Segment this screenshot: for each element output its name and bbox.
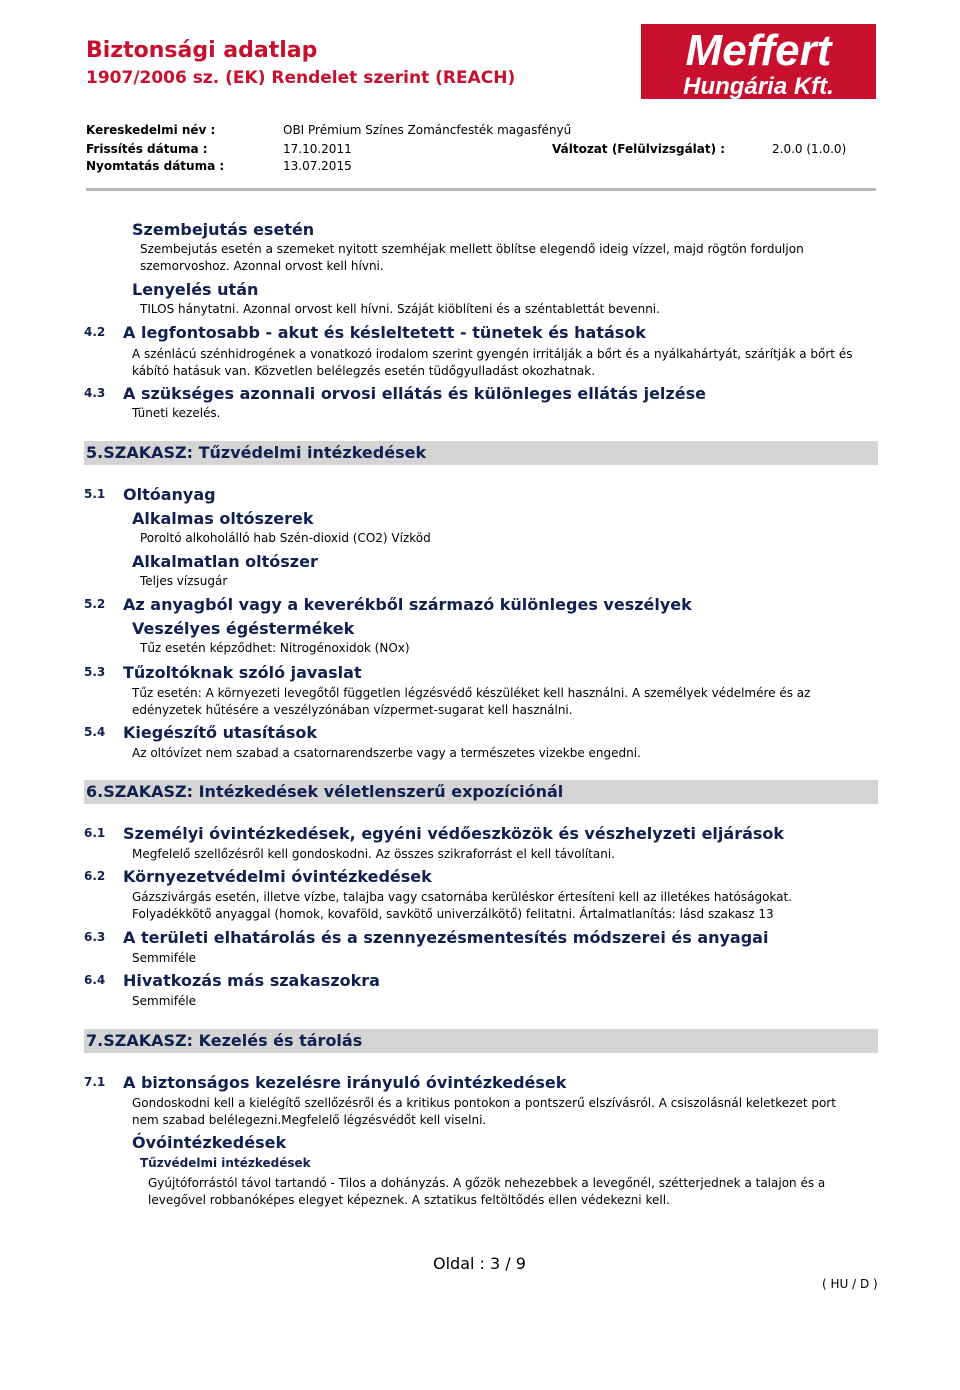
- ingestion-heading: Lenyelés után: [132, 280, 259, 299]
- subsection-text-6-3: Semmiféle: [132, 951, 197, 965]
- subsection-text-6-1: Megfelelő szellőzésről kell gondoskodni. Az összes szikraforrást el kell távolítani.: [132, 847, 615, 861]
- document-title: Biztonsági adatlap: [86, 38, 318, 63]
- subsection-title-6-3: A területi elhatárolás és a szennyezésmentesítés módszerei és anyagai: [123, 928, 769, 947]
- trade-name-label: Kereskedelmi név :: [86, 123, 216, 137]
- logo-sub: Hungária Kft.: [683, 73, 834, 100]
- subsection-title-4-2: A legfontosabb - akut és késleltetett - tünetek és hatások: [123, 323, 646, 342]
- company-logo: [641, 24, 876, 99]
- section-7-header: 7.SZAKASZ: Kezelés és tárolás: [84, 1029, 878, 1053]
- header-divider: [86, 188, 876, 191]
- subsection-text-5-3: Tűz esetén: A környezeti levegőtől független légzésvédő készüléket kell használni. A személyek védelmére és az edényzetek hűtésére a veszélyzónában vízpermet-sugarat kell használni.: [132, 686, 811, 717]
- subsection-number-6-3: 6.3: [84, 930, 106, 944]
- subsection-title-5-3: Tűzoltóknak szóló javaslat: [123, 663, 362, 682]
- subsection-number-5-4: 5.4: [84, 725, 106, 739]
- subsection-number-7-1: 7.1: [84, 1075, 106, 1089]
- hazardous-products-heading: Veszélyes égéstermékek: [132, 619, 355, 638]
- subsection-title-5-2: Az anyagból vagy a keverékből származó különleges veszélyek: [123, 595, 692, 614]
- subsection-number-5-2: 5.2: [84, 597, 106, 611]
- eye-contact-heading: Szembejutás esetén: [132, 220, 315, 239]
- version-label: Változat (Felülvizsgálat) :: [552, 142, 726, 156]
- subsection-title-4-3: A szükséges azonnali orvosi ellátás és különleges ellátás jelzése: [123, 384, 706, 403]
- revision-label: Frissítés dátuma :: [86, 142, 208, 156]
- subsection-number-5-3: 5.3: [84, 665, 106, 679]
- subsection-title-6-2: Környezetvédelmi óvintézkedések: [123, 867, 432, 886]
- version-value: 2.0.0 (1.0.0): [772, 142, 847, 156]
- print-date-label: Nyomtatás dátuma :: [86, 159, 225, 173]
- subsection-title-5-1: Oltóanyag: [123, 485, 216, 504]
- subsection-text-7-1: Gondoskodni kell a kielégítő szellőzésről és a kritikus pontokon a pontszerű elszívásról. A csiszolásnál keletkezet port nem szabad belélegezni.Megfelelő légzésvédőt kell viselni.: [132, 1096, 836, 1127]
- section-5-header: 5.SZAKASZ: Tűzvédelmi intézkedések: [84, 441, 878, 465]
- subsection-title-6-4: Hivatkozás más szakaszokra: [123, 971, 380, 990]
- subsection-text-6-2a: Gázszivárgás esetén, illetve vízbe, talajba vagy csatornába kerüléskor értesíteni kell az illetékes hatóságokat.: [132, 890, 793, 904]
- section-6-header: 6.SZAKASZ: Intézkedések véletlenszerű expozíciónál: [84, 780, 878, 804]
- subsection-number-5-1: 5.1: [84, 487, 106, 501]
- fire-protection-heading: Tűzvédelmi intézkedések: [140, 1156, 311, 1170]
- fire-protection-text: Gyújtóforrástól távol tartandó - Tilos a dohányzás. A gőzök nehezebbek a levegőnél, szétterjednek a talajon és a levegővel robbanóképes elegyet képeznek. A sztatikus feltöltődés ellen védekezni kell.: [148, 1176, 826, 1207]
- print-date-value: 13.07.2015: [283, 159, 352, 173]
- subsection-title-7-1: A biztonságos kezelésre irányuló óvintézkedések: [123, 1073, 567, 1092]
- ingestion-text: TILOS hánytatni. Azonnal orvost kell hívni. Száját kiöblíteni és a széntablettát bevenni.: [140, 302, 660, 316]
- regulation-subtitle: 1907/2006 sz. (EK) Rendelet szerint (REACH): [86, 68, 516, 88]
- hazardous-products-text: Tűz esetén képződhet: Nitrogénoxidok (NOx): [140, 641, 410, 655]
- subsection-text-4-3: Tüneti kezelés.: [132, 406, 221, 420]
- suitable-media-heading: Alkalmas oltószerek: [132, 509, 314, 528]
- subsection-number-4-3: 4.3: [84, 386, 106, 400]
- page-number: Oldal : 3 / 9: [433, 1254, 526, 1273]
- subsection-text-4-2: A szénlácú szénhidrogének a vonatkozó irodalom szerint gyengén irritálják a bőrt és a nyálkahártyát, szárítják a bőrt és kábító hatásuk van. Közvetlen belélegzés esetén tüdőgyulladást okozhatnak.: [132, 347, 853, 378]
- subsection-title-6-1: Személyi óvintézkedések, egyéni védőeszközök és vészhelyzeti eljárások: [123, 824, 785, 843]
- unsuitable-media-text: Teljes vízsugár: [140, 574, 228, 588]
- subsection-text-6-2b: Folyadékkötő anyaggal (homok, kovaföld, savkötő univerzálkötő) felitatni. Ártalmatlanítás: lásd szakasz 13: [132, 907, 774, 921]
- subsection-number-6-4: 6.4: [84, 973, 106, 987]
- subsection-number-6-2: 6.2: [84, 869, 106, 883]
- unsuitable-media-heading: Alkalmatlan oltószer: [132, 552, 318, 571]
- precautions-heading: Óvóintézkedések: [132, 1133, 287, 1152]
- subsection-text-5-4: Az oltóvízet nem szabad a csatornarendszerbe vagy a természetes vizekbe engedni.: [132, 746, 641, 760]
- suitable-media-text: Poroltó alkoholálló hab Szén-dioxid (CO2) Vízköd: [140, 531, 431, 545]
- logo-name: Meffert: [685, 26, 832, 75]
- language-code: ( HU / D ): [822, 1277, 878, 1291]
- subsection-number-4-2: 4.2: [84, 325, 106, 339]
- subsection-title-5-4: Kiegészítő utasítások: [123, 723, 318, 742]
- revision-value: 17.10.2011: [283, 142, 352, 156]
- subsection-number-6-1: 6.1: [84, 826, 106, 840]
- subsection-text-6-4: Semmiféle: [132, 994, 197, 1008]
- eye-contact-text: Szembejutás esetén a szemeket nyitott szemhéjak mellett öblítse elegendő ideig vízzel, majd rögtön forduljon szemorvoshoz. Azonnal orvost kell hívni.: [140, 242, 804, 273]
- trade-name-value: OBI Prémium Színes Zománcfesték magasfényű: [283, 123, 572, 137]
